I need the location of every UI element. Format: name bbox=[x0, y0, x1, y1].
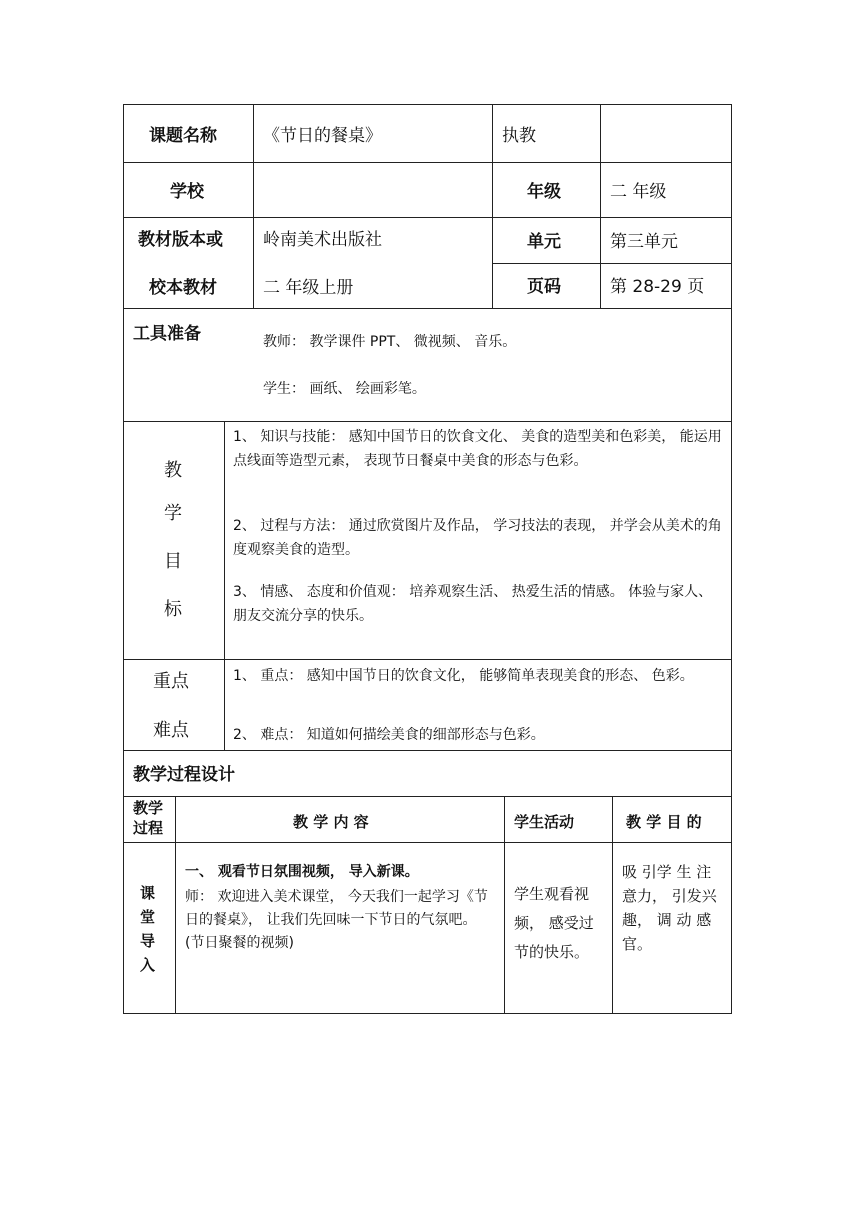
difficult-label: 难点 bbox=[153, 720, 189, 741]
goal-item: 3、 情感、 态度和价值观： 培养观察生活、 热爱生活的情感。 体验与家人、 朋友交流分享的快乐。 bbox=[233, 584, 713, 624]
goals-label-char: 教 bbox=[164, 460, 182, 481]
grade-label: 年级 bbox=[527, 182, 561, 202]
unit-value: 第三单元 bbox=[610, 232, 678, 252]
goals-label-char: 学 bbox=[164, 503, 182, 524]
stage-char: 课 bbox=[140, 884, 156, 902]
teacher-label: 执教 bbox=[502, 126, 536, 146]
col-process-label: 过程 bbox=[133, 819, 164, 837]
goal-item: 2、 过程与方法： 通过欣赏图片及作品， 学习技法的表现， 并学会从美术的角度观察美食的造型。 bbox=[233, 518, 722, 558]
textbook-label-2: 校本教材 bbox=[149, 278, 217, 298]
school-label: 学校 bbox=[170, 182, 204, 202]
key-point-text: 1、 重点： 感知中国节日的饮食文化， 能够简单表现美食的形态、 色彩。 bbox=[233, 668, 694, 684]
tools-student: 学生： 画纸、 绘画彩笔。 bbox=[263, 381, 426, 397]
col-content-header: 教 学 内 容 bbox=[293, 813, 369, 831]
unit-label: 单元 bbox=[527, 232, 561, 252]
tools-teacher: 教师： 教学课件 PPT、 微视频、 音乐。 bbox=[263, 334, 517, 350]
tools-label: 工具准备 bbox=[133, 324, 201, 344]
textbook-label-1: 教材版本或 bbox=[138, 230, 223, 250]
page-value: 第 28-29 页 bbox=[610, 277, 705, 297]
textbook-value-1: 岭南美术出版社 bbox=[263, 230, 382, 250]
content-body: 师： 欢迎进入美术课堂， 今天我们一起学习《节日的餐桌》， 让我们先回味一下节日的气氛吧。 (节日聚餐的视频) bbox=[185, 889, 488, 951]
course-title-value: 《节日的餐桌》 bbox=[263, 126, 382, 146]
difficult-point-text: 2、 难点： 知道如何描绘美食的细部形态与色彩。 bbox=[233, 727, 545, 743]
key-label: 重点 bbox=[153, 671, 189, 692]
student-activity: 学生观看视频， 感受过节的快乐。 bbox=[514, 885, 594, 961]
stage-char: 堂 bbox=[140, 908, 156, 926]
course-title-label: 课题名称 bbox=[149, 126, 217, 146]
stage-char: 导 bbox=[140, 932, 156, 950]
col-purpose-header: 教 学 目 的 bbox=[626, 813, 702, 831]
teaching-purpose: 吸 引学 生 注意力， 引发兴趣， 调 动 感官。 bbox=[622, 863, 717, 953]
stage-char: 入 bbox=[140, 956, 156, 974]
content-heading: 一、 观看节日氛围视频， 导入新课。 bbox=[185, 864, 419, 880]
grade-value: 二 年级 bbox=[610, 182, 667, 202]
goals-label-char: 标 bbox=[164, 599, 182, 620]
textbook-value-2: 二 年级上册 bbox=[263, 278, 354, 298]
page-label: 页码 bbox=[527, 277, 561, 297]
goal-item: 1、 知识与技能： 感知中国节日的饮食文化、 美食的造型美和色彩美， 能运用点线面等造型元素， 表现节日餐桌中美食的形态与色彩。 bbox=[233, 429, 722, 469]
section-title: 教学过程设计 bbox=[133, 765, 235, 785]
goals-label-char: 目 bbox=[164, 551, 182, 572]
col-process-label: 教学 bbox=[133, 799, 164, 817]
col-activity-header: 学生活动 bbox=[514, 813, 575, 831]
